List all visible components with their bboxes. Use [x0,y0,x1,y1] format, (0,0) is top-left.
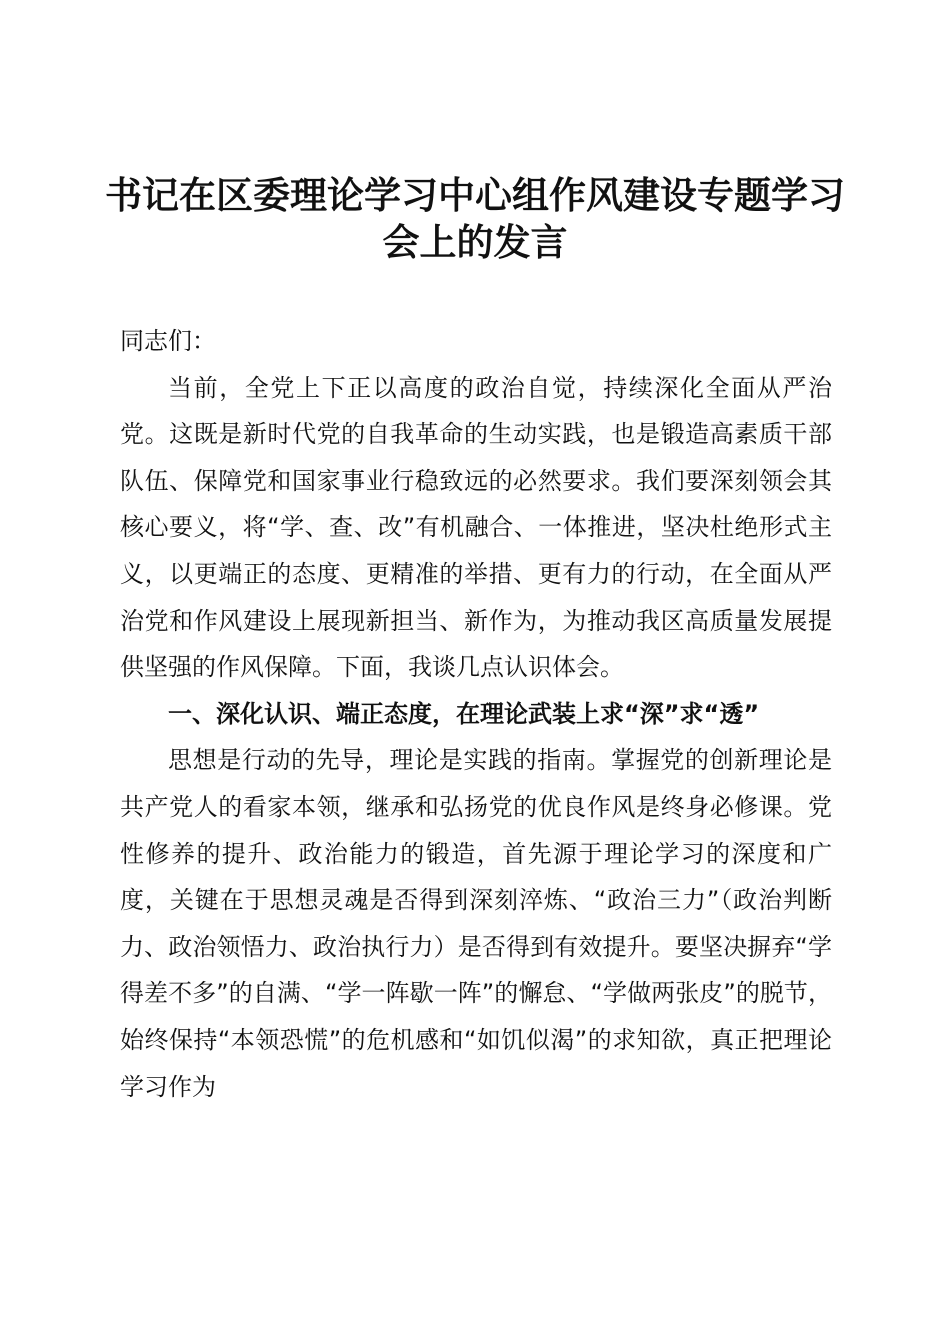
document-title [100,172,850,266]
title-line-2: 会上的发言 [382,220,568,264]
title-line-1: 书记在区委理论学习中心组作风建设专题学习 [105,173,845,217]
section-1-heading: 一、深化认识、端正态度，在理论武装上求“深”求“透” [168,699,760,728]
salutation: 同志们： [120,327,216,355]
document-body [120,318,832,1110]
paragraph-2: 思想是行动的先导，理论是实践的指南。掌握党的创新理论是共产党人的看家本领，继承和弘扬党的优良作风是终身必修课。党性修养的提升、政治能力的锻造，首先源于理论学习的深度和广度，关键在于思想灵魂是否得到深刻淬炼、“政治三力”（政治判断力、政治领悟力、政治执行力）是否得到有效提升。要坚决摒弃“学得差不多”的自满、“学一阵歇一阵”的懈怠、“学做两张皮”的脱节，始终保持“本领恐慌”的危机感和“如饥似渴”的求知欲，真正把理论学习作为 [120,746,832,1101]
paragraph-1: 当前，全党上下正以高度的政治自觉，持续深化全面从严治党。这既是新时代党的自我革命的生动实践，也是锻造高素质干部队伍、保障党和国家事业行稳致远的必然要求。我们要深刻领会其核心要义，将“学、查、改”有机融合、一体推进，坚决杜绝形式主义，以更端正的态度、更精准的举措、更有力的行动，在全面从严治党和作风建设上展现新担当、新作为，为推动我区高质量发展提供坚强的作风保障。下面，我谈几点认识体会。 [120,373,832,682]
